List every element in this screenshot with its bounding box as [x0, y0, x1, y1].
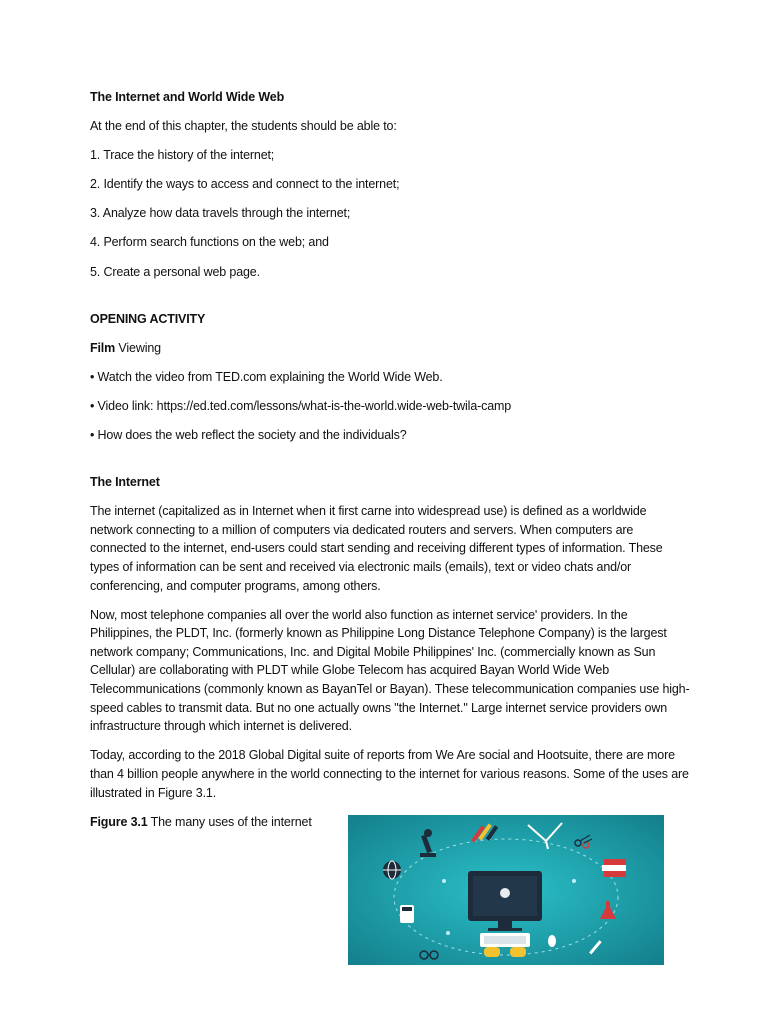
film-label: Film [90, 340, 116, 355]
figure-caption-text: The many uses of the internet [147, 814, 312, 829]
calculator-icon [400, 905, 414, 923]
opening-activity-heading: OPENING ACTIVITY [90, 311, 206, 326]
globe-icon [383, 861, 401, 879]
objective-item: 1. Trace the history of the internet; [90, 148, 275, 163]
objective-item: 2. Identify the ways to access and connect to the internet; [90, 177, 400, 192]
film-rest: Viewing [115, 340, 161, 355]
figure-caption [90, 813, 312, 832]
internet-heading: The Internet [90, 475, 160, 490]
paragraph: Today, according to the 2018 Global Digital suite of reports from We Are social and Hootsuite, there are more than 4 billion people anywhere in the world connecting to the internet for various reasons. Some of the uses are illustrated in Figure 3.1. [90, 748, 689, 800]
books-icon [602, 859, 626, 877]
paragraph: Now, most telephone companies all over the world also function as internet service' providers. In the Philippines, the PLDT, Inc. (formerly known as Philippine Long Distance Telephone Company) is the largest network company; Communications, Inc. and Digital Mobile Philippines' Inc. (commercially known as Sun Cellular) are collaborating with PLDT while Globe Telecom has acquired Bayan World Wide Web Telecommunications (commonly known as BayanTel or Bayan). These telecommunication companies use high-speed cables to transmit data. But no one actually owns "the Internet." Large internet service providers own infrastructure through which internet is delivered. [90, 607, 690, 734]
mouse-icon [548, 935, 556, 947]
bullet-item-video-link: • Video link: https://ed.ted.com/lessons/what-is-the-world.wide-web-twila-camp [90, 398, 512, 413]
film-viewing-label [90, 339, 690, 358]
bullet-item: • How does the web reflect the society and the individuals? [90, 428, 407, 443]
figure-3-1 [90, 813, 690, 973]
figure-label: Figure 3.1 [90, 814, 148, 829]
document-title: The Internet and World Wide Web [90, 90, 285, 104]
objective-item: 3. Analyze how data travels through the internet; [90, 206, 351, 221]
document-page [90, 88, 690, 973]
bullet-item: • Watch the video from TED.com explaining the World Wide Web. [90, 369, 443, 384]
objectives-intro: At the end of this chapter, the students should be able to: [90, 119, 397, 134]
objective-item: 5. Create a personal web page. [90, 264, 260, 279]
objective-item: 4. Perform search functions on the web; and [90, 235, 329, 250]
internet-uses-illustration [348, 815, 664, 965]
paragraph: The internet (capitalized as in Internet when it first carne into widespread use) is defined as a worldwide network connecting to a million of computers via dedicated routers and servers. When computers are connected to the internet, end-users could start sending and receiving different types of information. These types of information can be sent and received via electronic mails (emails), text or video chats and/or conferencing, and computer programs, among others. [90, 504, 663, 593]
